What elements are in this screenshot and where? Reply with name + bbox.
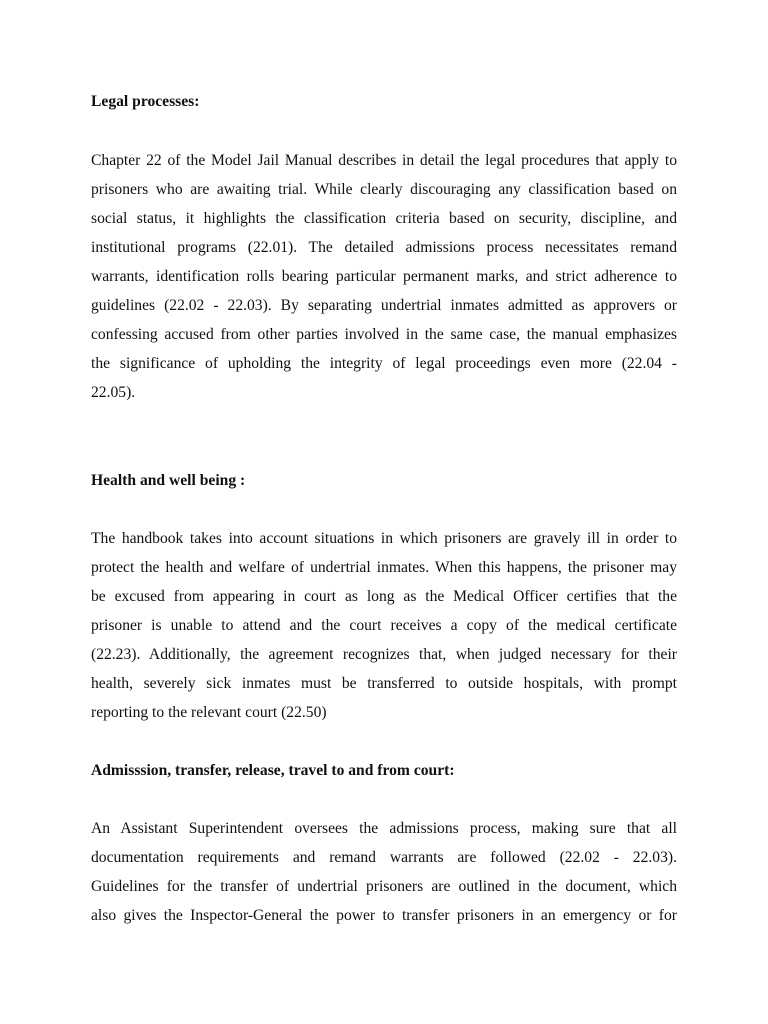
text-line: prisoner is unable to attend and the court receives a copy of the medical certificate — [91, 617, 677, 634]
text-line: documentation requirements and remand warrants are followed (22.02 - 22.03). — [91, 849, 677, 866]
text-line: health, severely sick inmates must be transferred to outside hospitals, with prompt — [91, 675, 677, 692]
text-line: protect the health and welfare of undertrial inmates. When this happens, the prisoner may — [91, 559, 677, 576]
text-line: The handbook takes into account situations in which prisoners are gravely ill in order to — [91, 530, 677, 547]
heading-health-well-being: Health and well being : — [91, 472, 246, 489]
text-line: warrants, identification rolls bearing particular permanent marks, and strict adherence to — [91, 268, 677, 285]
text-line: social status, it highlights the classification criteria based on security, discipline, and — [91, 210, 677, 227]
text-line: guidelines (22.02 - 22.03). By separating undertrial inmates admitted as approvers or — [91, 297, 677, 314]
heading-legal-processes: Legal processes: — [91, 93, 200, 110]
text-line: confessing accused from other parties involved in the same case, the manual emphasizes — [91, 326, 677, 343]
text-line: be excused from appearing in court as long as the Medical Officer certifies that the — [91, 588, 677, 605]
text-line: institutional programs (22.01). The detailed admissions process necessitates remand — [91, 239, 677, 256]
text-line: Guidelines for the transfer of undertrial prisoners are outlined in the document, which — [91, 878, 677, 895]
text-line: 22.05). — [91, 384, 136, 401]
text-line: the significance of upholding the integrity of legal proceedings even more (22.04 - — [91, 355, 677, 372]
heading-admission-transfer: Admisssion, transfer, release, travel to and from court: — [91, 762, 455, 779]
text-line: An Assistant Superintendent oversees the admissions process, making sure that all — [91, 820, 677, 837]
paragraph-legal-processes — [91, 146, 677, 407]
text-line: reporting to the relevant court (22.50) — [91, 704, 327, 721]
text-line: Chapter 22 of the Model Jail Manual describes in detail the legal procedures that apply to — [91, 152, 677, 169]
text-line: also gives the Inspector-General the power to transfer prisoners in an emergency or for — [91, 907, 677, 924]
paragraph-admission-transfer — [91, 814, 677, 930]
text-line: prisoners who are awaiting trial. While clearly discouraging any classification based on — [91, 181, 677, 198]
text-line: (22.23). Additionally, the agreement recognizes that, when judged necessary for their — [91, 646, 677, 663]
paragraph-health-well-being — [91, 524, 677, 727]
